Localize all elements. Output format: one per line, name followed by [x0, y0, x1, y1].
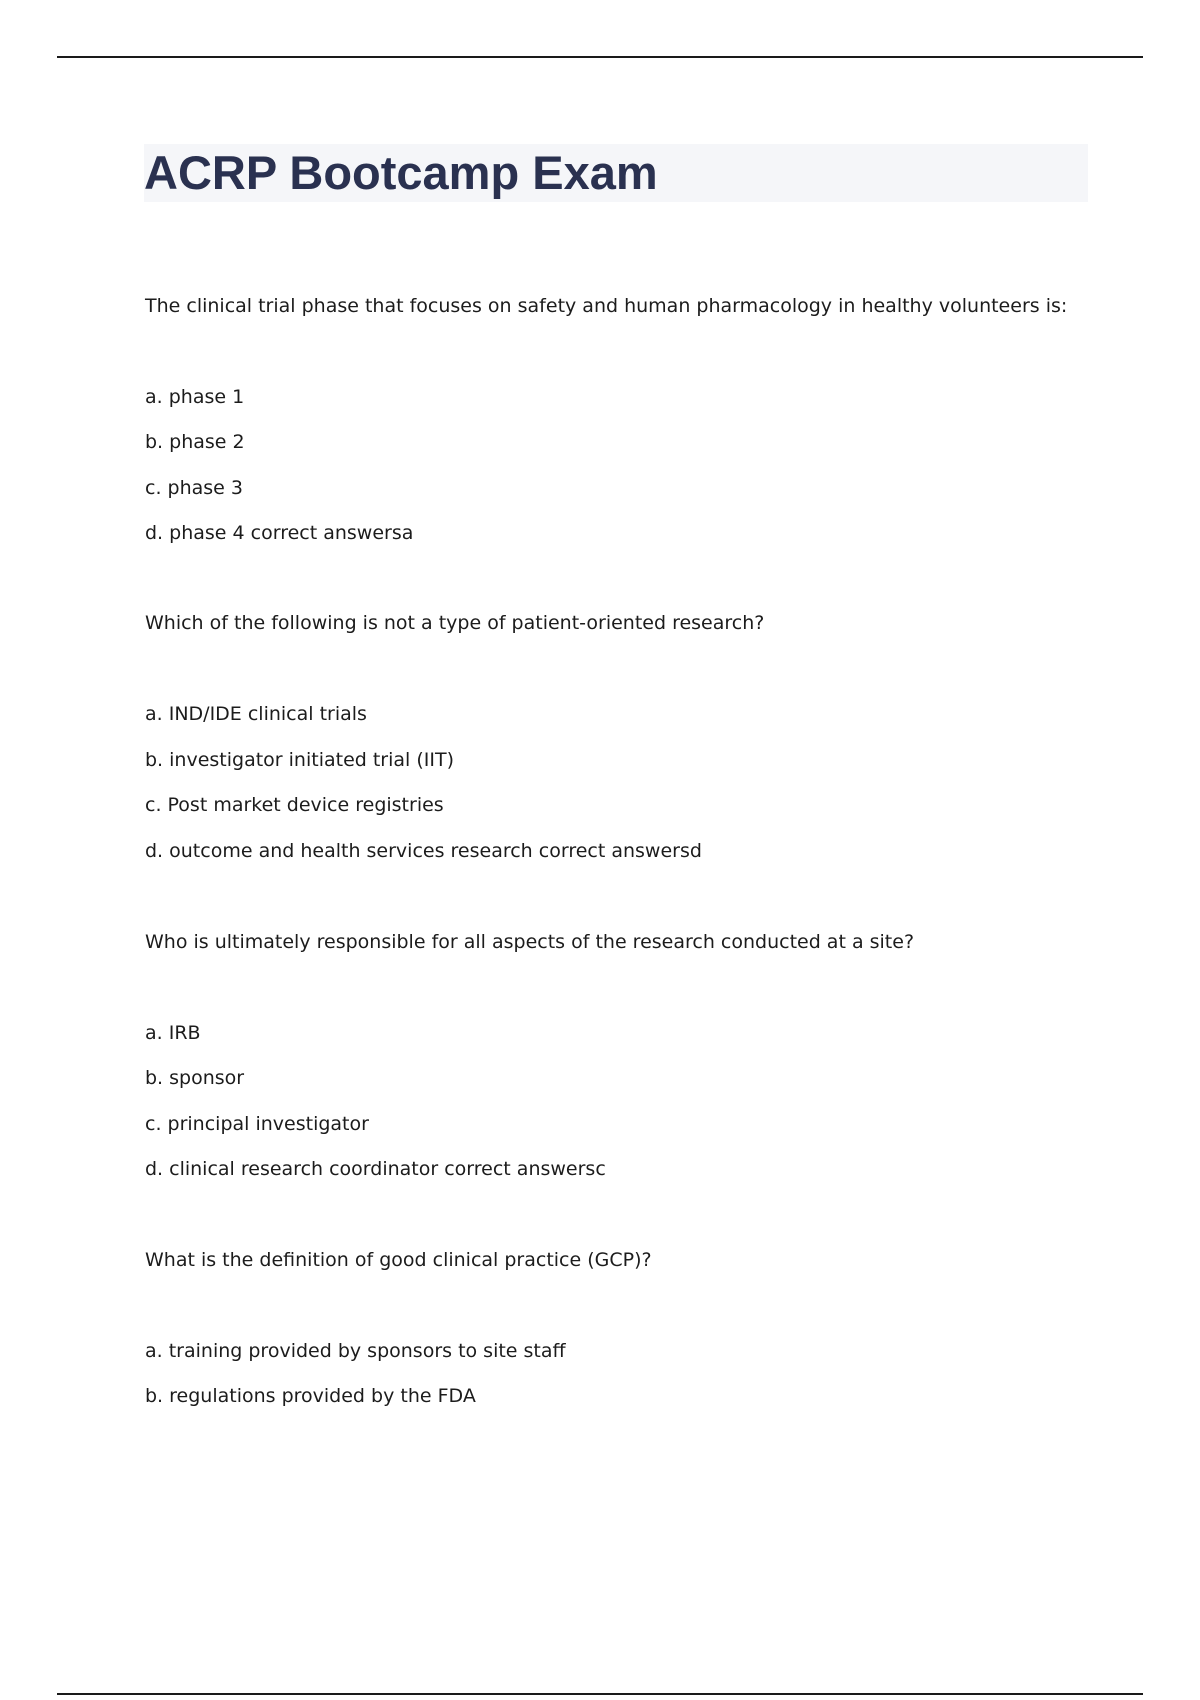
question-3-option-b: b. sponsor [145, 1067, 245, 1089]
question-2-option-b: b. investigator initiated trial (IIT) [145, 749, 455, 771]
question-2-prompt: Which of the following is not a type of patient-oriented research? [145, 612, 765, 634]
question-3-option-c: c. principal investigator [145, 1113, 369, 1135]
question-4-option-b: b. regulations provided by the FDA [145, 1385, 476, 1407]
question-1-option-d: d. phase 4 correct answersa [145, 522, 414, 544]
question-1-prompt: The clinical trial phase that focuses on safety and human pharmacology in healthy volunteers is: [145, 295, 1068, 317]
header-rule [57, 56, 1143, 58]
question-4-prompt: What is the definition of good clinical practice (GCP)? [145, 1249, 652, 1271]
question-4-option-a: a. training provided by sponsors to site staff [145, 1340, 566, 1362]
question-3-prompt: Who is ultimately responsible for all aspects of the research conducted at a site? [145, 931, 915, 953]
question-2-option-a: a. IND/IDE clinical trials [145, 703, 367, 725]
question-3-option-d: d. clinical research coordinator correct answersc [145, 1158, 606, 1180]
question-1-option-b: b. phase 2 [145, 431, 245, 453]
question-1-option-a: a. phase 1 [145, 386, 245, 408]
question-2-option-c: c. Post market device registries [145, 794, 444, 816]
question-1-option-c: c. phase 3 [145, 477, 243, 499]
document-title: ACRP Bootcamp Exam [144, 146, 658, 199]
question-2-option-d: d. outcome and health services research correct answersd [145, 840, 702, 862]
question-3-option-a: a. IRB [145, 1022, 201, 1044]
footer-rule [57, 1693, 1143, 1695]
